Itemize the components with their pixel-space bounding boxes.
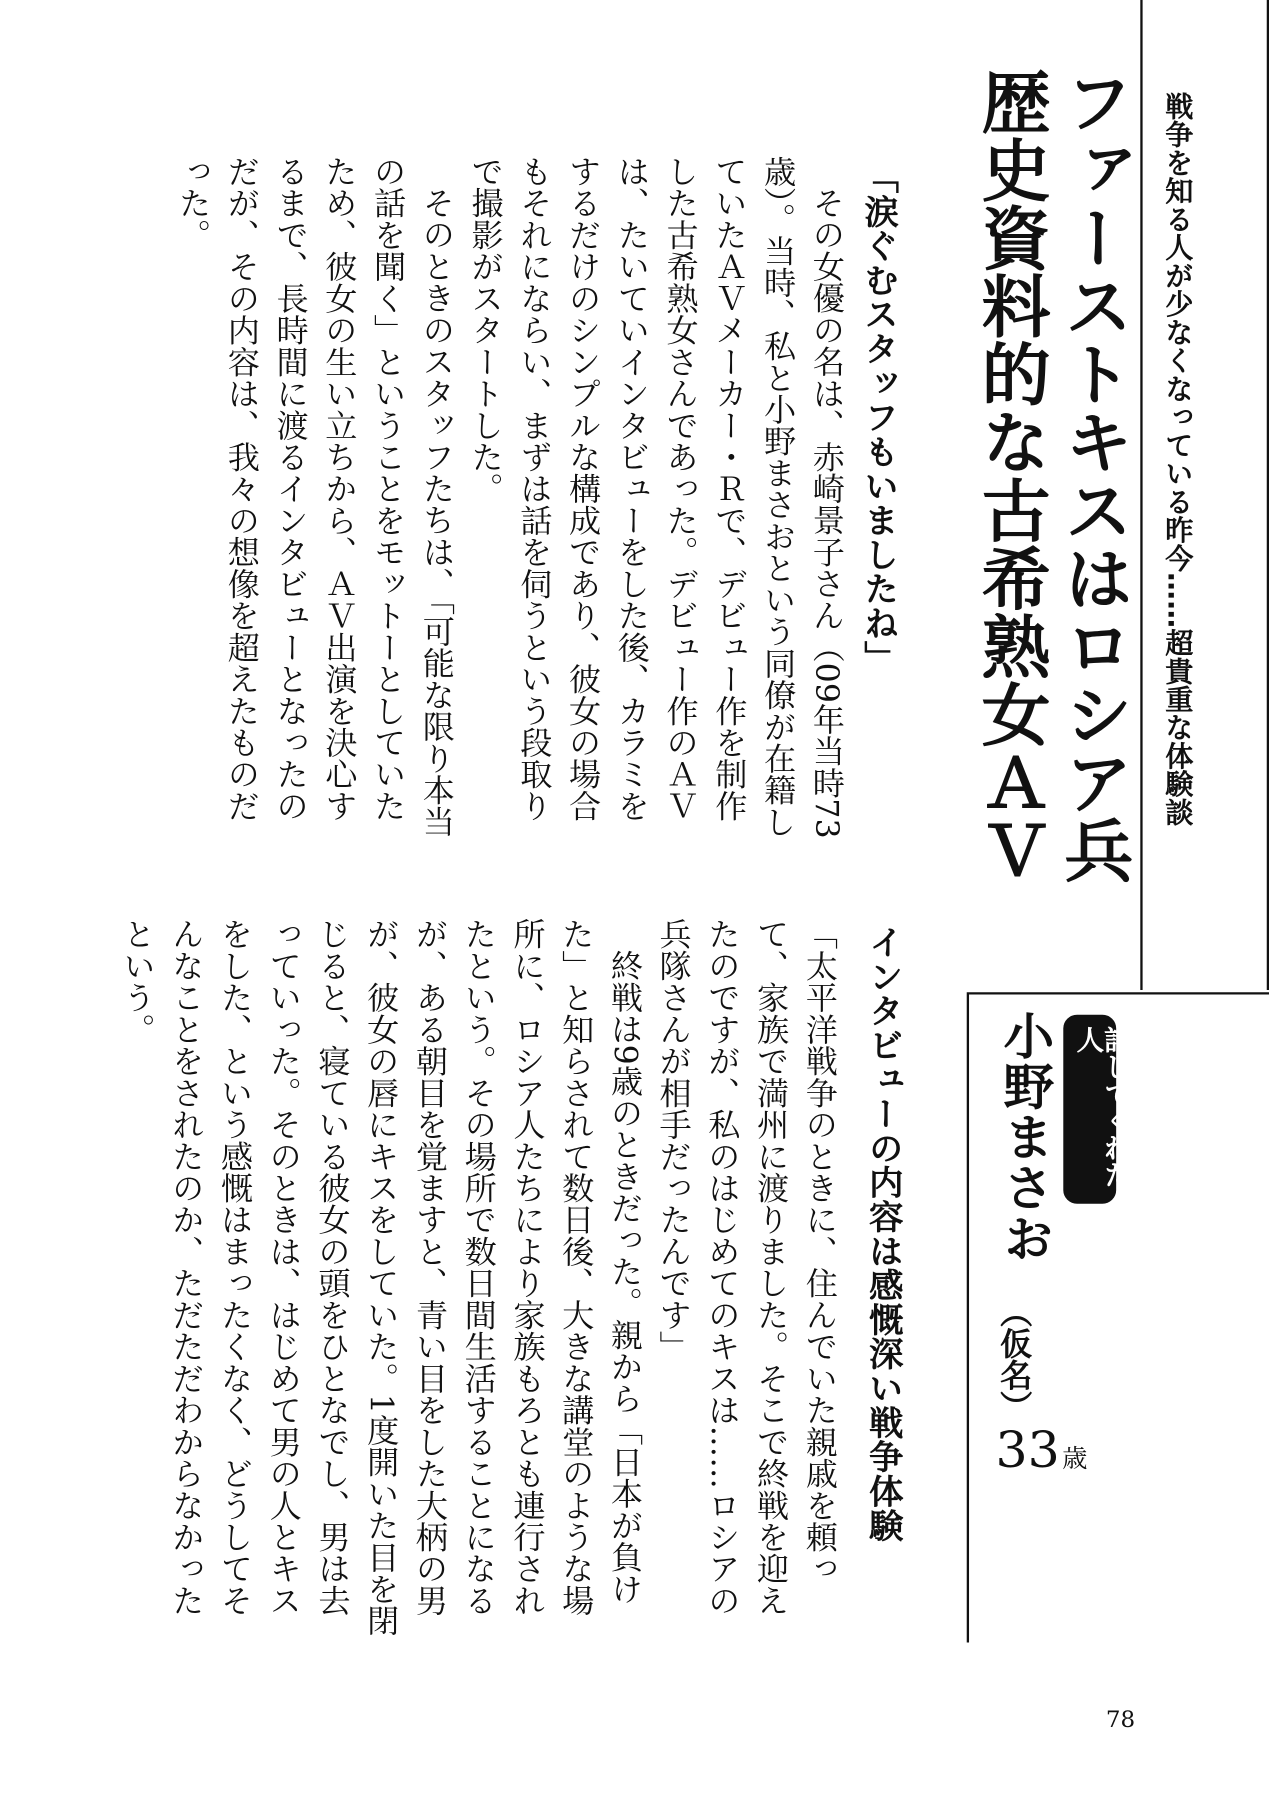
section-heading: インタビューの内容は感慨深い戦争体験: [862, 924, 903, 1543]
speaker-badge-label: 話してくれた人: [1071, 1026, 1132, 1188]
page-title: ファーストキスはロシア兵歴史資料的な古希熟女ＡＶ: [970, 67, 1134, 885]
body-column-upper: [174, 155, 851, 853]
section-heading: 「涙ぐむスタッフもいましたね」: [857, 159, 898, 675]
speaker-box-top-rule: [969, 992, 1269, 994]
body-column-lower: [120, 918, 844, 1638]
header-box-divider-rule: [1140, 0, 1142, 990]
speaker-badge: [1063, 1015, 1132, 1204]
body-paragraph: 「太平洋戦争のときに、住んでいた親戚を頼って、家族で満州に渡りました。そこで終戦を迎えたのですが、私のはじめてのキスは……ロシアの兵隊さんが相手だったんです」: [654, 918, 840, 1616]
body-paragraph: その女優の名は、赤崎景子さん（09年当時73歳）。当時、私と小野まさおという同僚が在籍していたＡＶメーカー・Ｒで、デビュー作を制作した古希熟女さんであった。デビュー作のＡＶは、たいていインタビューをした後、カラミをするだけのシンプルな構成であり、彼女の場合もそれにならい、まずは話を伺うという段取りで撮影がスタートした。: [466, 155, 847, 839]
body-paragraph: 終戦は9歳のときだった。親から「日本が負けた」と知らされて数日後、大きな講堂のような場所に、ロシア人たちにより家族もろとも連行されたという。その場所で数日間生活することになるが、ある朝目を覚ますと、青い目をした大柄の男が、彼女の唇にキスをしていた。1度開いた目を閉じると、寝ている彼女の頭をひとなでし、男は去っていった。そのときは、はじめて男の人とキスをした、という感慨はまったくなく、どうしてそんなことをされたのか、ただただわからなかったという。: [118, 918, 645, 1637]
speaker-name-note: （仮名）: [995, 1296, 1034, 1422]
speaker-age-number: 33: [995, 1422, 1060, 1480]
column-divider-rule: [967, 992, 969, 1642]
speaker-name: 小野まさお: [994, 1010, 1053, 1264]
page-number: 78: [1105, 1705, 1136, 1733]
speaker-age: [995, 1422, 1088, 1480]
body-paragraph: そのときのスタッフたちは、「可能な限り本当の話を聞く」ということをモットーとしていたため、彼女の生い立ちから、ＡＶ出演を決心するまで、長時間に渡るインタビューとなったのだが、その内容は、我々の想像を超えたものだった。: [174, 155, 457, 838]
kicker: 戦争を知る人が少なくなっている昨今……超貴重な体験談: [1161, 92, 1195, 827]
speaker-age-unit: 歳: [1062, 1445, 1088, 1474]
